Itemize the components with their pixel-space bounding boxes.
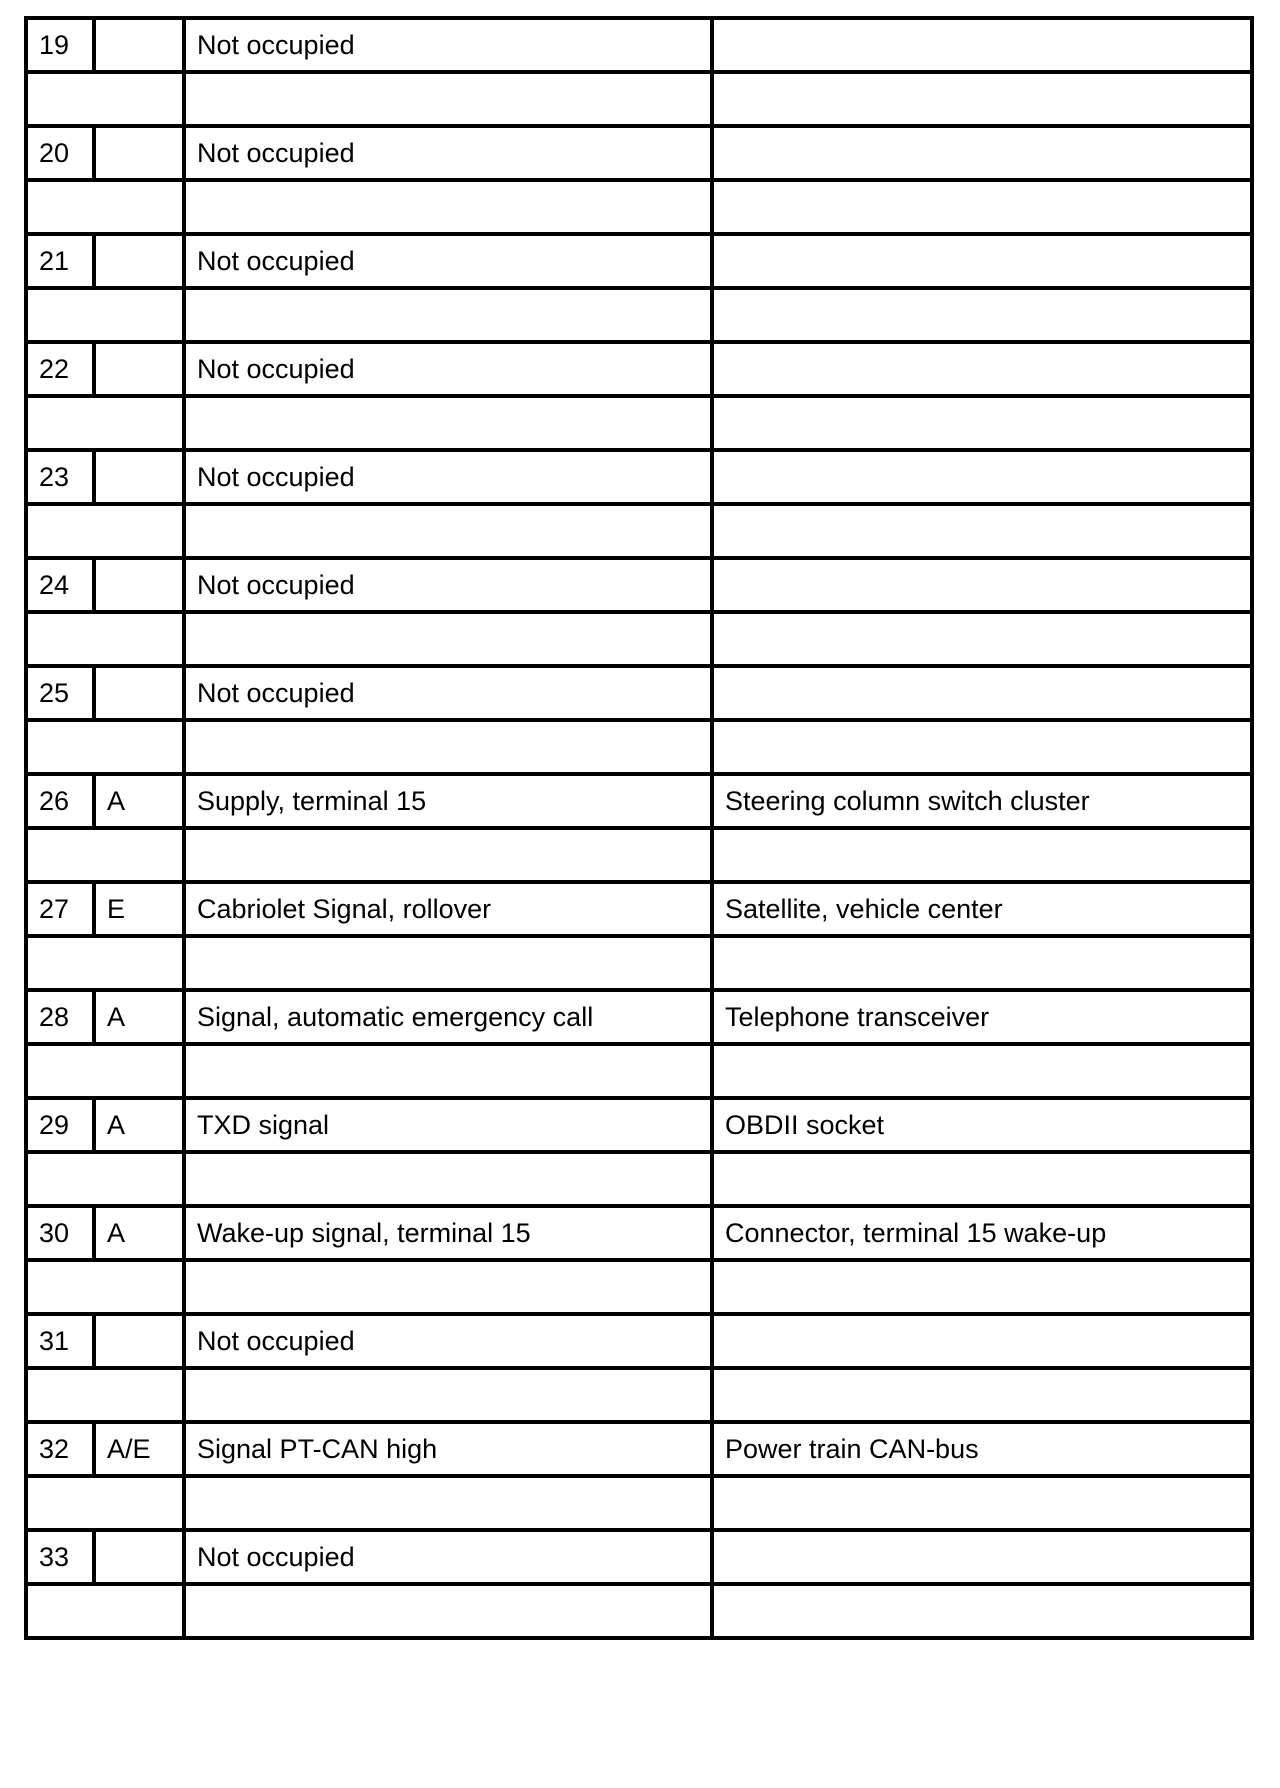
empty-cell	[712, 396, 1252, 450]
table-row	[26, 18, 1252, 72]
table-row	[26, 558, 1252, 612]
description-cell: Not occupied	[184, 1530, 712, 1584]
empty-cell	[712, 1044, 1252, 1098]
pin-number-cell: 22	[26, 342, 94, 396]
spacer-row	[26, 1368, 1252, 1422]
component-cell: Telephone transceiver	[712, 990, 1252, 1044]
empty-cell	[184, 828, 712, 882]
empty-cell	[712, 504, 1252, 558]
signal-type-cell	[94, 126, 184, 180]
empty-cell	[184, 72, 712, 126]
empty-cell	[712, 1260, 1252, 1314]
table-row	[26, 126, 1252, 180]
empty-cell	[26, 1476, 184, 1530]
table-row	[26, 342, 1252, 396]
empty-cell	[26, 180, 184, 234]
pin-number-cell: 24	[26, 558, 94, 612]
empty-cell	[26, 1152, 184, 1206]
signal-type-cell: A	[94, 990, 184, 1044]
empty-cell	[26, 1368, 184, 1422]
spacer-row	[26, 936, 1252, 990]
component-cell	[712, 126, 1252, 180]
pin-number-cell: 33	[26, 1530, 94, 1584]
pin-number-cell: 32	[26, 1422, 94, 1476]
component-cell	[712, 666, 1252, 720]
table-row	[26, 1530, 1252, 1584]
component-cell: Power train CAN-bus	[712, 1422, 1252, 1476]
component-cell	[712, 18, 1252, 72]
pin-number-cell: 26	[26, 774, 94, 828]
empty-cell	[712, 1152, 1252, 1206]
empty-cell	[184, 612, 712, 666]
signal-type-cell: A	[94, 1206, 184, 1260]
pin-number-cell: 29	[26, 1098, 94, 1152]
empty-cell	[712, 612, 1252, 666]
description-cell: Signal PT-CAN high	[184, 1422, 712, 1476]
empty-cell	[712, 72, 1252, 126]
table-row	[26, 882, 1252, 936]
empty-cell	[184, 1260, 712, 1314]
description-cell: Not occupied	[184, 666, 712, 720]
signal-type-cell	[94, 450, 184, 504]
component-cell	[712, 1314, 1252, 1368]
description-cell: Not occupied	[184, 450, 712, 504]
description-cell: Supply, terminal 15	[184, 774, 712, 828]
empty-cell	[26, 504, 184, 558]
empty-cell	[26, 1260, 184, 1314]
empty-cell	[184, 288, 712, 342]
empty-cell	[712, 1584, 1252, 1638]
signal-type-cell	[94, 234, 184, 288]
empty-cell	[184, 720, 712, 774]
empty-cell	[712, 936, 1252, 990]
empty-cell	[712, 1368, 1252, 1422]
empty-cell	[26, 1584, 184, 1638]
table-row	[26, 774, 1252, 828]
component-cell	[712, 1530, 1252, 1584]
pin-number-cell: 28	[26, 990, 94, 1044]
empty-cell	[26, 396, 184, 450]
empty-cell	[26, 612, 184, 666]
component-cell: OBDII socket	[712, 1098, 1252, 1152]
signal-type-cell	[94, 666, 184, 720]
pin-number-cell: 23	[26, 450, 94, 504]
empty-cell	[184, 504, 712, 558]
component-cell	[712, 234, 1252, 288]
spacer-row	[26, 288, 1252, 342]
empty-cell	[712, 288, 1252, 342]
empty-cell	[184, 1152, 712, 1206]
table-row	[26, 1314, 1252, 1368]
description-cell: Not occupied	[184, 234, 712, 288]
signal-type-cell	[94, 1314, 184, 1368]
empty-cell	[26, 72, 184, 126]
description-cell: Not occupied	[184, 18, 712, 72]
description-cell: Not occupied	[184, 126, 712, 180]
spacer-row	[26, 828, 1252, 882]
empty-cell	[184, 1584, 712, 1638]
empty-cell	[712, 1476, 1252, 1530]
spacer-row	[26, 1044, 1252, 1098]
pin-assignment-table	[24, 16, 1254, 1640]
signal-type-cell	[94, 342, 184, 396]
spacer-row	[26, 612, 1252, 666]
pin-number-cell: 30	[26, 1206, 94, 1260]
signal-type-cell	[94, 1530, 184, 1584]
empty-cell	[184, 1368, 712, 1422]
description-cell: Not occupied	[184, 342, 712, 396]
spacer-row	[26, 1584, 1252, 1638]
description-cell: Wake-up signal, terminal 15	[184, 1206, 712, 1260]
pin-number-cell: 25	[26, 666, 94, 720]
description-cell: Signal, automatic emergency call	[184, 990, 712, 1044]
table-row	[26, 666, 1252, 720]
signal-type-cell: A	[94, 774, 184, 828]
pin-number-cell: 19	[26, 18, 94, 72]
table-row	[26, 1206, 1252, 1260]
table-row	[26, 990, 1252, 1044]
pin-number-cell: 20	[26, 126, 94, 180]
component-cell: Steering column switch cluster	[712, 774, 1252, 828]
empty-cell	[184, 1476, 712, 1530]
empty-cell	[26, 936, 184, 990]
component-cell: Connector, terminal 15 wake-up	[712, 1206, 1252, 1260]
component-cell: Satellite, vehicle center	[712, 882, 1252, 936]
empty-cell	[184, 180, 712, 234]
component-cell	[712, 558, 1252, 612]
empty-cell	[26, 720, 184, 774]
empty-cell	[184, 936, 712, 990]
spacer-row	[26, 72, 1252, 126]
empty-cell	[712, 720, 1252, 774]
table-row	[26, 234, 1252, 288]
spacer-row	[26, 396, 1252, 450]
empty-cell	[26, 828, 184, 882]
pin-number-cell: 21	[26, 234, 94, 288]
signal-type-cell	[94, 558, 184, 612]
empty-cell	[184, 1044, 712, 1098]
signal-type-cell	[94, 18, 184, 72]
table-row	[26, 1422, 1252, 1476]
spacer-row	[26, 1476, 1252, 1530]
empty-cell	[26, 288, 184, 342]
table-row	[26, 450, 1252, 504]
empty-cell	[184, 396, 712, 450]
pin-number-cell: 31	[26, 1314, 94, 1368]
signal-type-cell: A	[94, 1098, 184, 1152]
table-row	[26, 1098, 1252, 1152]
spacer-row	[26, 720, 1252, 774]
spacer-row	[26, 180, 1252, 234]
description-cell: Not occupied	[184, 1314, 712, 1368]
spacer-row	[26, 1260, 1252, 1314]
spacer-row	[26, 504, 1252, 558]
description-cell: Not occupied	[184, 558, 712, 612]
spacer-row	[26, 1152, 1252, 1206]
empty-cell	[712, 828, 1252, 882]
signal-type-cell: E	[94, 882, 184, 936]
pin-table-body	[26, 18, 1252, 1638]
signal-type-cell: A/E	[94, 1422, 184, 1476]
pin-number-cell: 27	[26, 882, 94, 936]
empty-cell	[26, 1044, 184, 1098]
empty-cell	[712, 180, 1252, 234]
description-cell: Cabriolet Signal, rollover	[184, 882, 712, 936]
description-cell: TXD signal	[184, 1098, 712, 1152]
component-cell	[712, 342, 1252, 396]
component-cell	[712, 450, 1252, 504]
